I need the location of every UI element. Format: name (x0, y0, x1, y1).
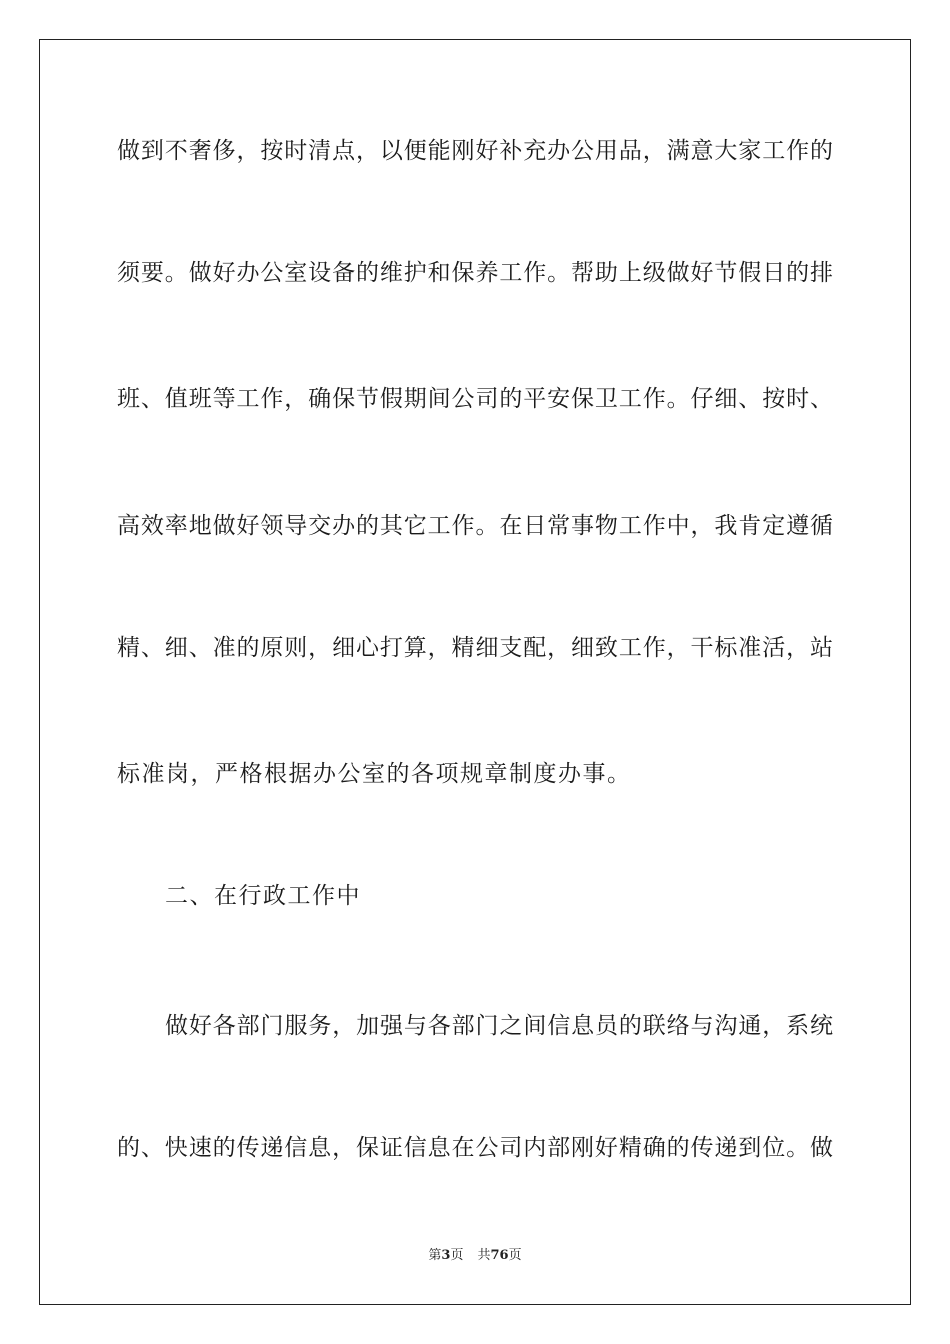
body-text-line: 的、快速的传递信息，保证信息在公司内部刚好精确的传递到位。做 (117, 1135, 833, 1161)
total-prefix: 共 (477, 1248, 491, 1263)
total-pages: 76 (490, 1248, 509, 1263)
body-text-line: 精、细、准的原则，细心打算，精细支配，细致工作，干标准活，站 (117, 635, 833, 661)
page-suffix: 页 (450, 1248, 464, 1263)
page-footer (0, 1247, 950, 1265)
total-suffix: 页 (508, 1248, 522, 1263)
body-text-line: 高效率地做好领导交办的其它工作。在日常事物工作中，我肯定遵循 (117, 513, 833, 539)
body-text-line: 标准岗，严格根据办公室的各项规章制度办事。 (117, 761, 632, 787)
page-number: 3 (441, 1248, 451, 1263)
page-border (39, 39, 911, 1305)
body-text-line: 做到不奢侈，按时清点，以便能刚好补充办公用品，满意大家工作的 (117, 138, 833, 164)
body-text-line: 须要。做好办公室设备的维护和保养工作。帮助上级做好节假日的排 (117, 260, 833, 286)
page-prefix: 第 (428, 1248, 442, 1263)
section-heading: 二、在行政工作中 (165, 883, 361, 909)
body-text-line: 做好各部门服务，加强与各部门之间信息员的联络与沟通，系统 (165, 1013, 833, 1039)
body-text-line: 班、值班等工作，确保节假期间公司的平安保卫工作。仔细、按时、 (117, 386, 833, 412)
